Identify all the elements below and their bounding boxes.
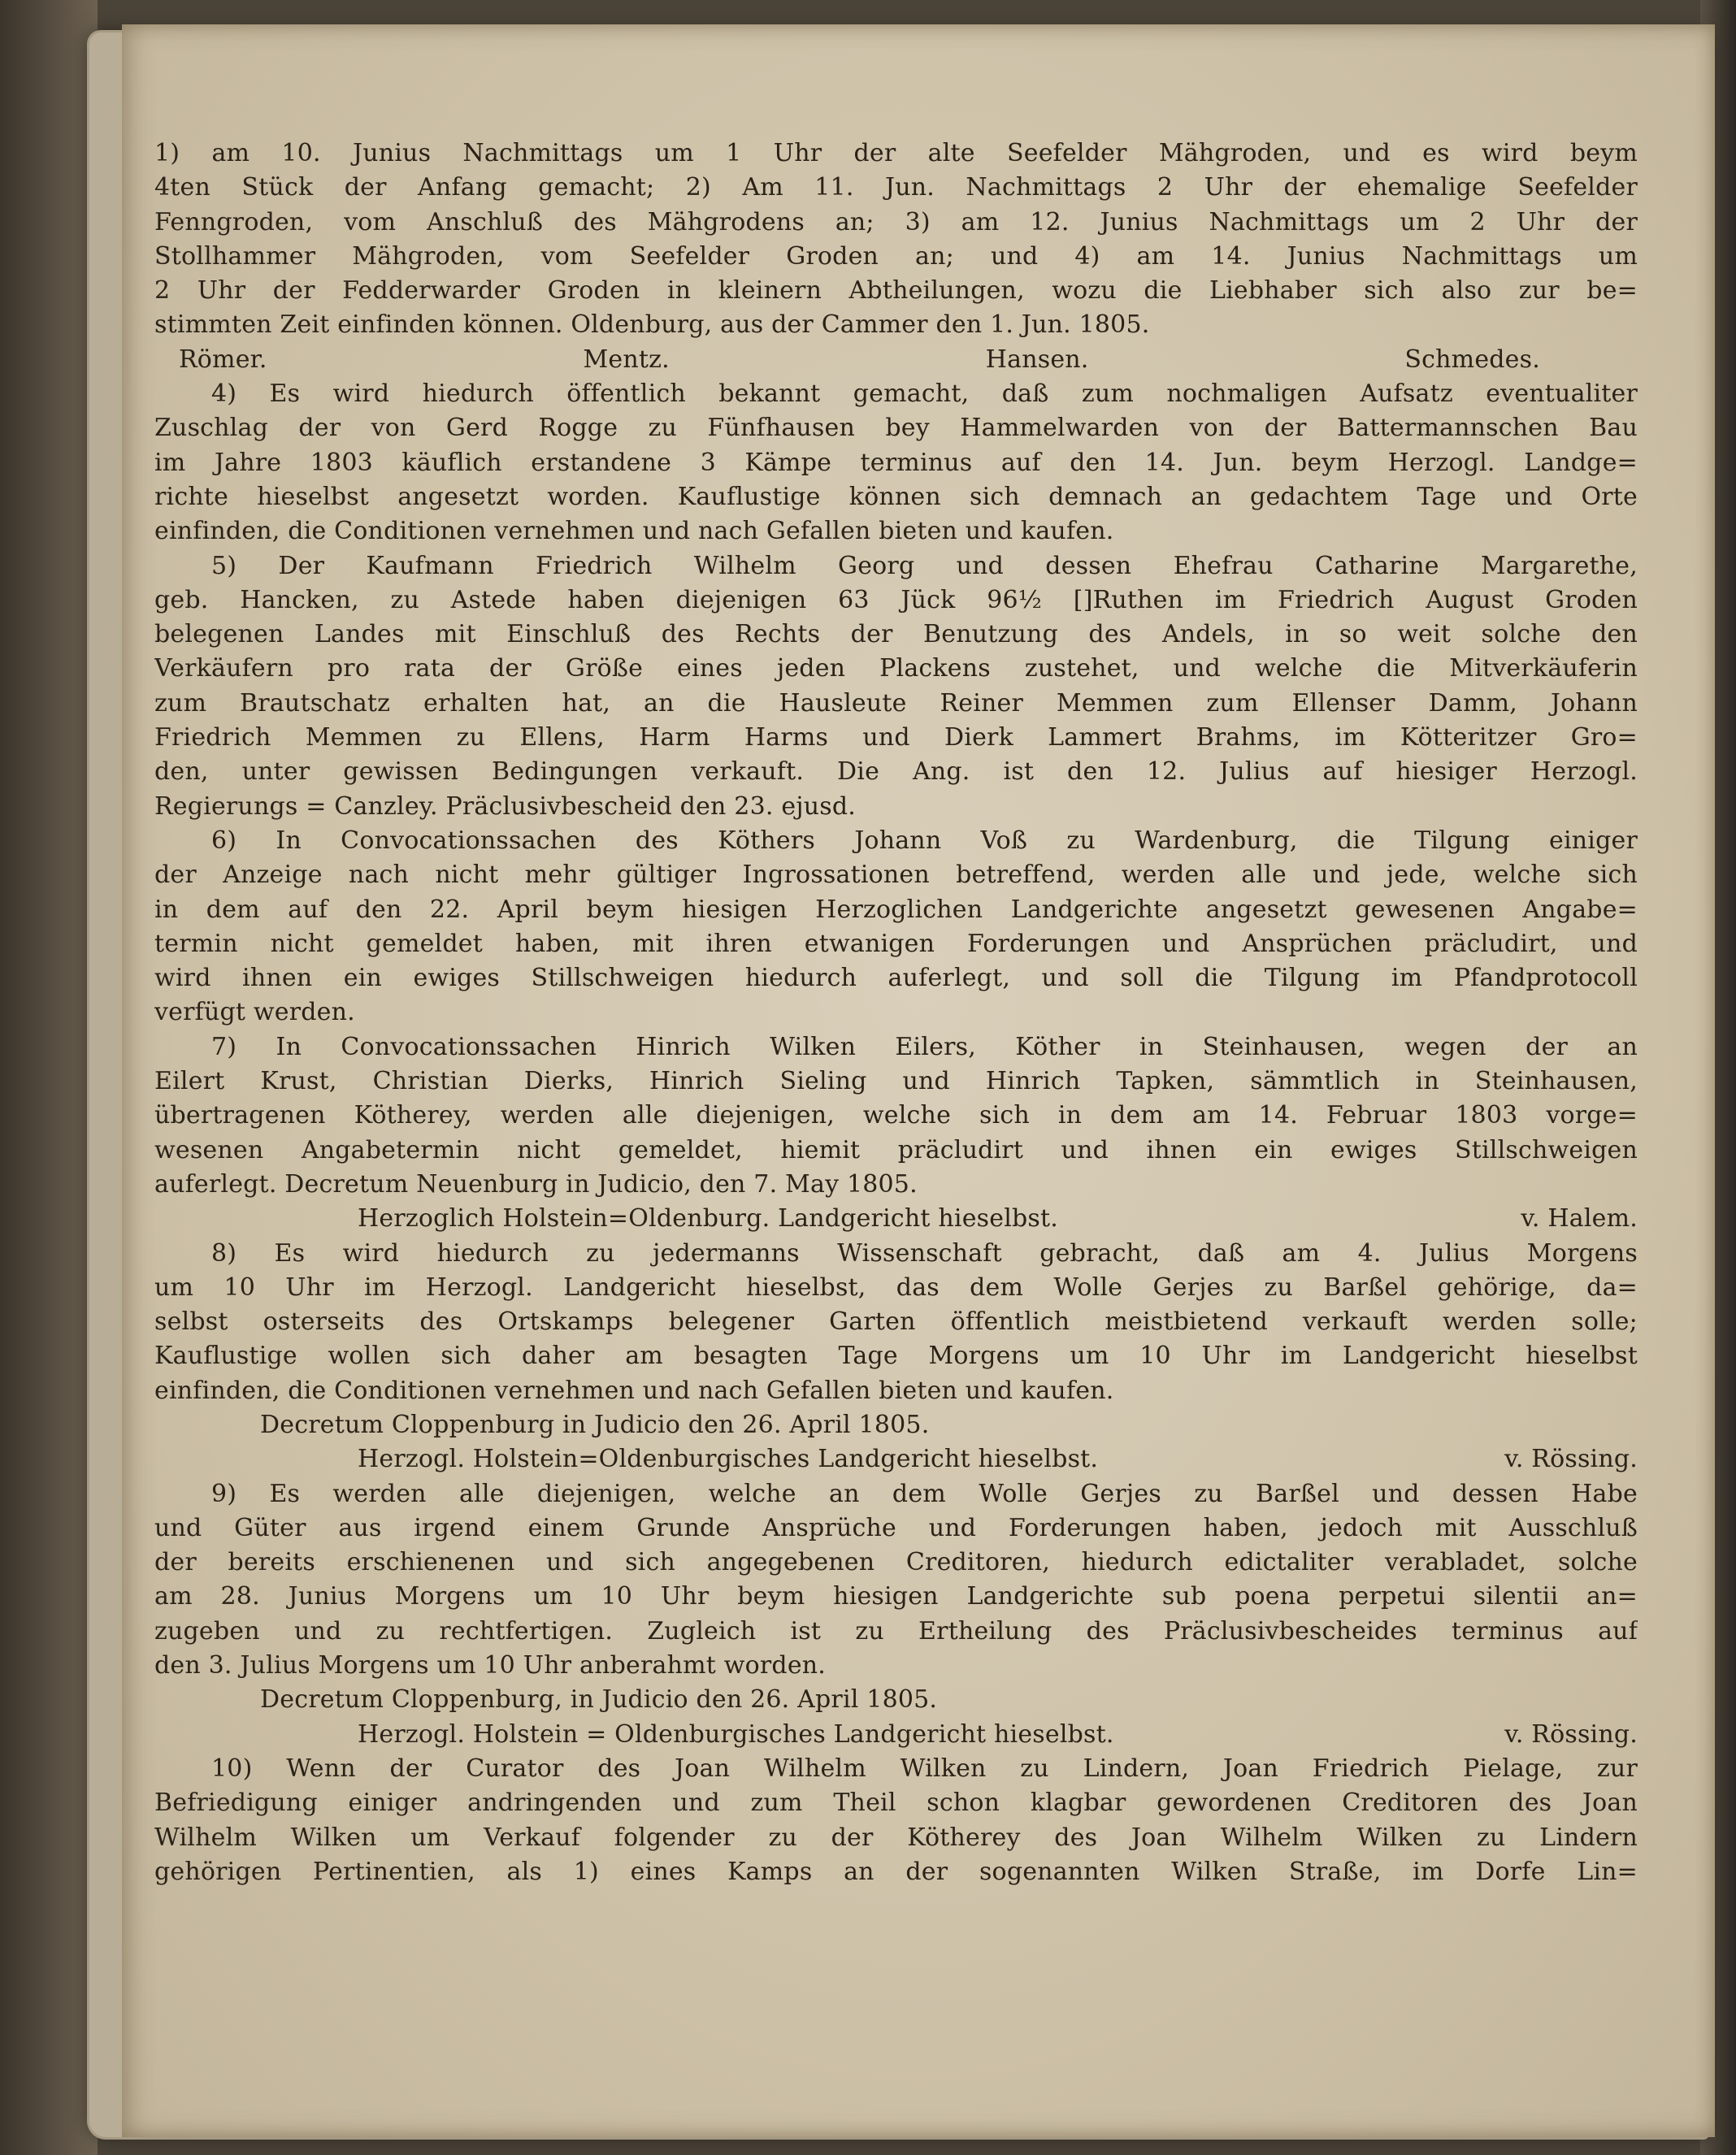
text-line: 5) Der Kaufmann Friedrich Wilhelm Georg und dessen Ehefrau Catharine Margarethe, <box>211 551 1638 580</box>
text-line: Kauflustige wollen sich daher am besagten Tage Morgens um 10 Uhr im Landgericht hieselbst <box>154 1342 1638 1371</box>
text-line: der bereits erschienenen und sich angegebenen Creditoren, hiedurch edictaliter verabladet, solche <box>154 1548 1638 1577</box>
text-line: den, unter gewissen Bedingungen verkauft. Die Ang. ist den 12. Julius auf hiesiger Herzogl. <box>154 757 1638 787</box>
text-line: Friedrich Memmen zu Ellens, Harm Harms und Dierk Lammert Brahms, im Kötteritzer Gro= <box>154 723 1638 752</box>
text-line: 4ten Stück der Anfang gemacht; 2) Am 11. Jun. Nachmittags 2 Uhr der ehemalige Seefelder <box>154 173 1638 202</box>
text-line: 4) Es wird hiedurch öffentlich bekannt gemacht, daß zum nochmaligen Aufsatz eventualiter <box>211 379 1638 409</box>
signatures-chamber <box>154 343 1638 377</box>
court-name: Herzogl. Holstein = Oldenburgisches Landgericht hieselbst. <box>358 1719 1114 1749</box>
text-line: 8) Es wird hiedurch zu jedermanns Wissenschaft gebracht, daß am 4. Julius Morgens <box>211 1238 1638 1268</box>
signature-court-neuenburg <box>154 1202 1638 1236</box>
text-line: wird ihnen ein ewiges Stillschweigen hiedurch auferlegt, und soll die Tilgung im Pfandprotocoll <box>154 964 1638 993</box>
text-line: 9) Es werden alle diejenigen, welche an dem Wolle Gerjes zu Barßel und dessen Habe <box>211 1479 1638 1508</box>
signature-court-cloppenburg <box>154 1718 1638 1752</box>
text-line: 1) am 10. Junius Nachmittags um 1 Uhr der alte Seefelder Mähgroden, und es wird beym <box>154 139 1638 167</box>
decretum-line: Decretum Cloppenburg in Judicio den 26. April 1805. <box>260 1410 930 1439</box>
text-line: geb. Hancken, zu Astede haben diejenigen 63 Jück 96½ []Ruthen im Friedrich August Groden <box>154 585 1638 614</box>
text-line: um 10 Uhr im Herzogl. Landgericht hieselbst, das dem Wolle Gerjes zu Barßel gehörige, da= <box>154 1273 1638 1302</box>
text-line: den 3. Julius Morgens um 10 Uhr anberahmt worden. <box>154 1651 827 1680</box>
text-line: Zuschlag der von Gerd Rogge zu Fünfhausen bey Hammelwarden von der Battermannschen Bau <box>154 414 1638 443</box>
text-line: auferlegt. Decretum Neuenburg in Judicio, den 7. May 1805. <box>154 1169 918 1199</box>
text-line: in dem auf den 22. April beym hiesigen Herzoglichen Landgerichte angesetzt gewesenen Angabe= <box>154 895 1638 924</box>
text-line: Stollhammer Mähgroden, vom Seefelder Groden an; und 4) am 14. Junius Nachmittags um <box>154 241 1638 271</box>
text-line: zugeben und zu rechtfertigen. Zugleich ist zu Ertheilung des Präclusivbescheides terminus auf <box>154 1616 1638 1646</box>
text-line: Befriedigung einiger andringenden und zum Theil schon klagbar gewordenen Creditoren des Joan <box>154 1789 1638 1818</box>
signature: v. Rössing. <box>1504 1719 1638 1749</box>
text-line: Fenngroden, vom Anschluß des Mähgrodens an; 3) am 12. Junius Nachmittags um 2 Uhr der <box>154 207 1638 236</box>
signature: Römer. <box>179 345 267 374</box>
text-line: Regierungs = Canzley. Präclusivbescheid den 23. ejusd. <box>154 791 857 821</box>
text-line: einfinden, die Conditionen vernehmen und nach Gefallen bieten und kaufen. <box>154 1376 1114 1405</box>
signature: Schmedes. <box>1404 345 1540 374</box>
text-line: zum Brautschatz erhalten hat, an die Hausleute Reiner Memmen zum Ellenser Damm, Johann <box>154 688 1638 718</box>
signature-court-cloppenburg <box>154 1442 1638 1476</box>
text-line: termin nicht gemeldet haben, mit ihren etwanigen Forderungen und Ansprüchen präcludirt, und <box>154 929 1638 958</box>
text-line: stimmten Zeit einfinden können. Oldenburg, aus der Cammer den 1. Jun. 1805. <box>154 310 1150 340</box>
text-line: Wilhelm Wilken um Verkauf folgender zu der Kötherey des Joan Wilhelm Wilken zu Lindern <box>154 1823 1638 1852</box>
text-line: und Güter aus irgend einem Grunde Ansprüche und Forderungen haben, jedoch mit Ausschluß <box>154 1513 1638 1542</box>
text-line: 10) Wenn der Curator des Joan Wilhelm Wilken zu Lindern, Joan Friedrich Pielage, zur <box>211 1754 1638 1783</box>
text-line: verfügt werden. <box>154 998 355 1027</box>
signature: Mentz. <box>583 345 670 374</box>
text-line: im Jahre 1803 käuflich erstandene 3 Kämpe terminus auf den 14. Jun. beym Herzogl. Landge= <box>154 448 1638 477</box>
text-line: 2 Uhr der Fedderwarder Groden in kleinern Abtheilungen, wozu die Liebhaber sich also zur be= <box>154 276 1638 306</box>
text-line: belegenen Landes mit Einschluß des Rechts der Benutzung des Andels, in so weit solche den <box>154 620 1638 649</box>
text-line: gehörigen Pertinentien, als 1) eines Kamps an der sogenannten Wilken Straße, im Dorfe Lin= <box>154 1857 1638 1886</box>
court-name: Herzoglich Holstein=Oldenburg. Landgericht hieselbst. <box>358 1204 1059 1234</box>
text-line: übertragenen Kötherey, werden alle diejenigen, welche sich in dem am 14. Februar 1803 vorge= <box>154 1101 1638 1130</box>
text-line: einfinden, die Conditionen vernehmen und nach Gefallen bieten und kaufen. <box>154 517 1114 546</box>
text-line: richte hieselbst angesetzt worden. Kauflustige können sich demnach an gedachtem Tage und Orte <box>154 482 1638 511</box>
notice-text <box>154 137 1638 1889</box>
text-line: selbst osterseits des Ortskamps belegener Garten öffentlich meistbietend verkauft werden solle; <box>154 1307 1638 1337</box>
decretum-line: Decretum Cloppenburg, in Judicio den 26. April 1805. <box>260 1685 938 1715</box>
signature: Hansen. <box>985 345 1089 374</box>
court-name: Herzogl. Holstein=Oldenburgisches Landgericht hieselbst. <box>358 1445 1099 1474</box>
text-line: 6) In Convocationssachen des Köthers Johann Voß zu Wardenburg, die Tilgung einiger <box>211 826 1638 855</box>
signature: v. Halem. <box>1521 1204 1638 1234</box>
text-line: Verkäufern pro rata der Größe eines jeden Plackens zustehet, und welche die Mitverkäuferin <box>154 654 1638 683</box>
scan-background-left <box>0 0 98 2155</box>
text-line: Eilert Krust, Christian Dierks, Hinrich Sieling und Hinrich Tapken, sämmtlich in Steinhausen, <box>154 1067 1638 1096</box>
text-line: wesenen Angabetermin nicht gemeldet, hiemit präcludirt und ihnen ein ewiges Stillschweigen <box>154 1135 1638 1164</box>
text-line: 7) In Convocationssachen Hinrich Wilken Eilers, Köther in Steinhausen, wegen der an <box>211 1032 1638 1061</box>
text-line: der Anzeige nach nicht mehr gültiger Ingrossationen betreffend, werden alle und jede, welche sich <box>154 861 1638 890</box>
text-line: am 28. Junius Morgens um 10 Uhr beym hiesigen Landgerichte sub poena perpetui silentii an= <box>154 1582 1638 1611</box>
signature: v. Rössing. <box>1504 1445 1638 1474</box>
